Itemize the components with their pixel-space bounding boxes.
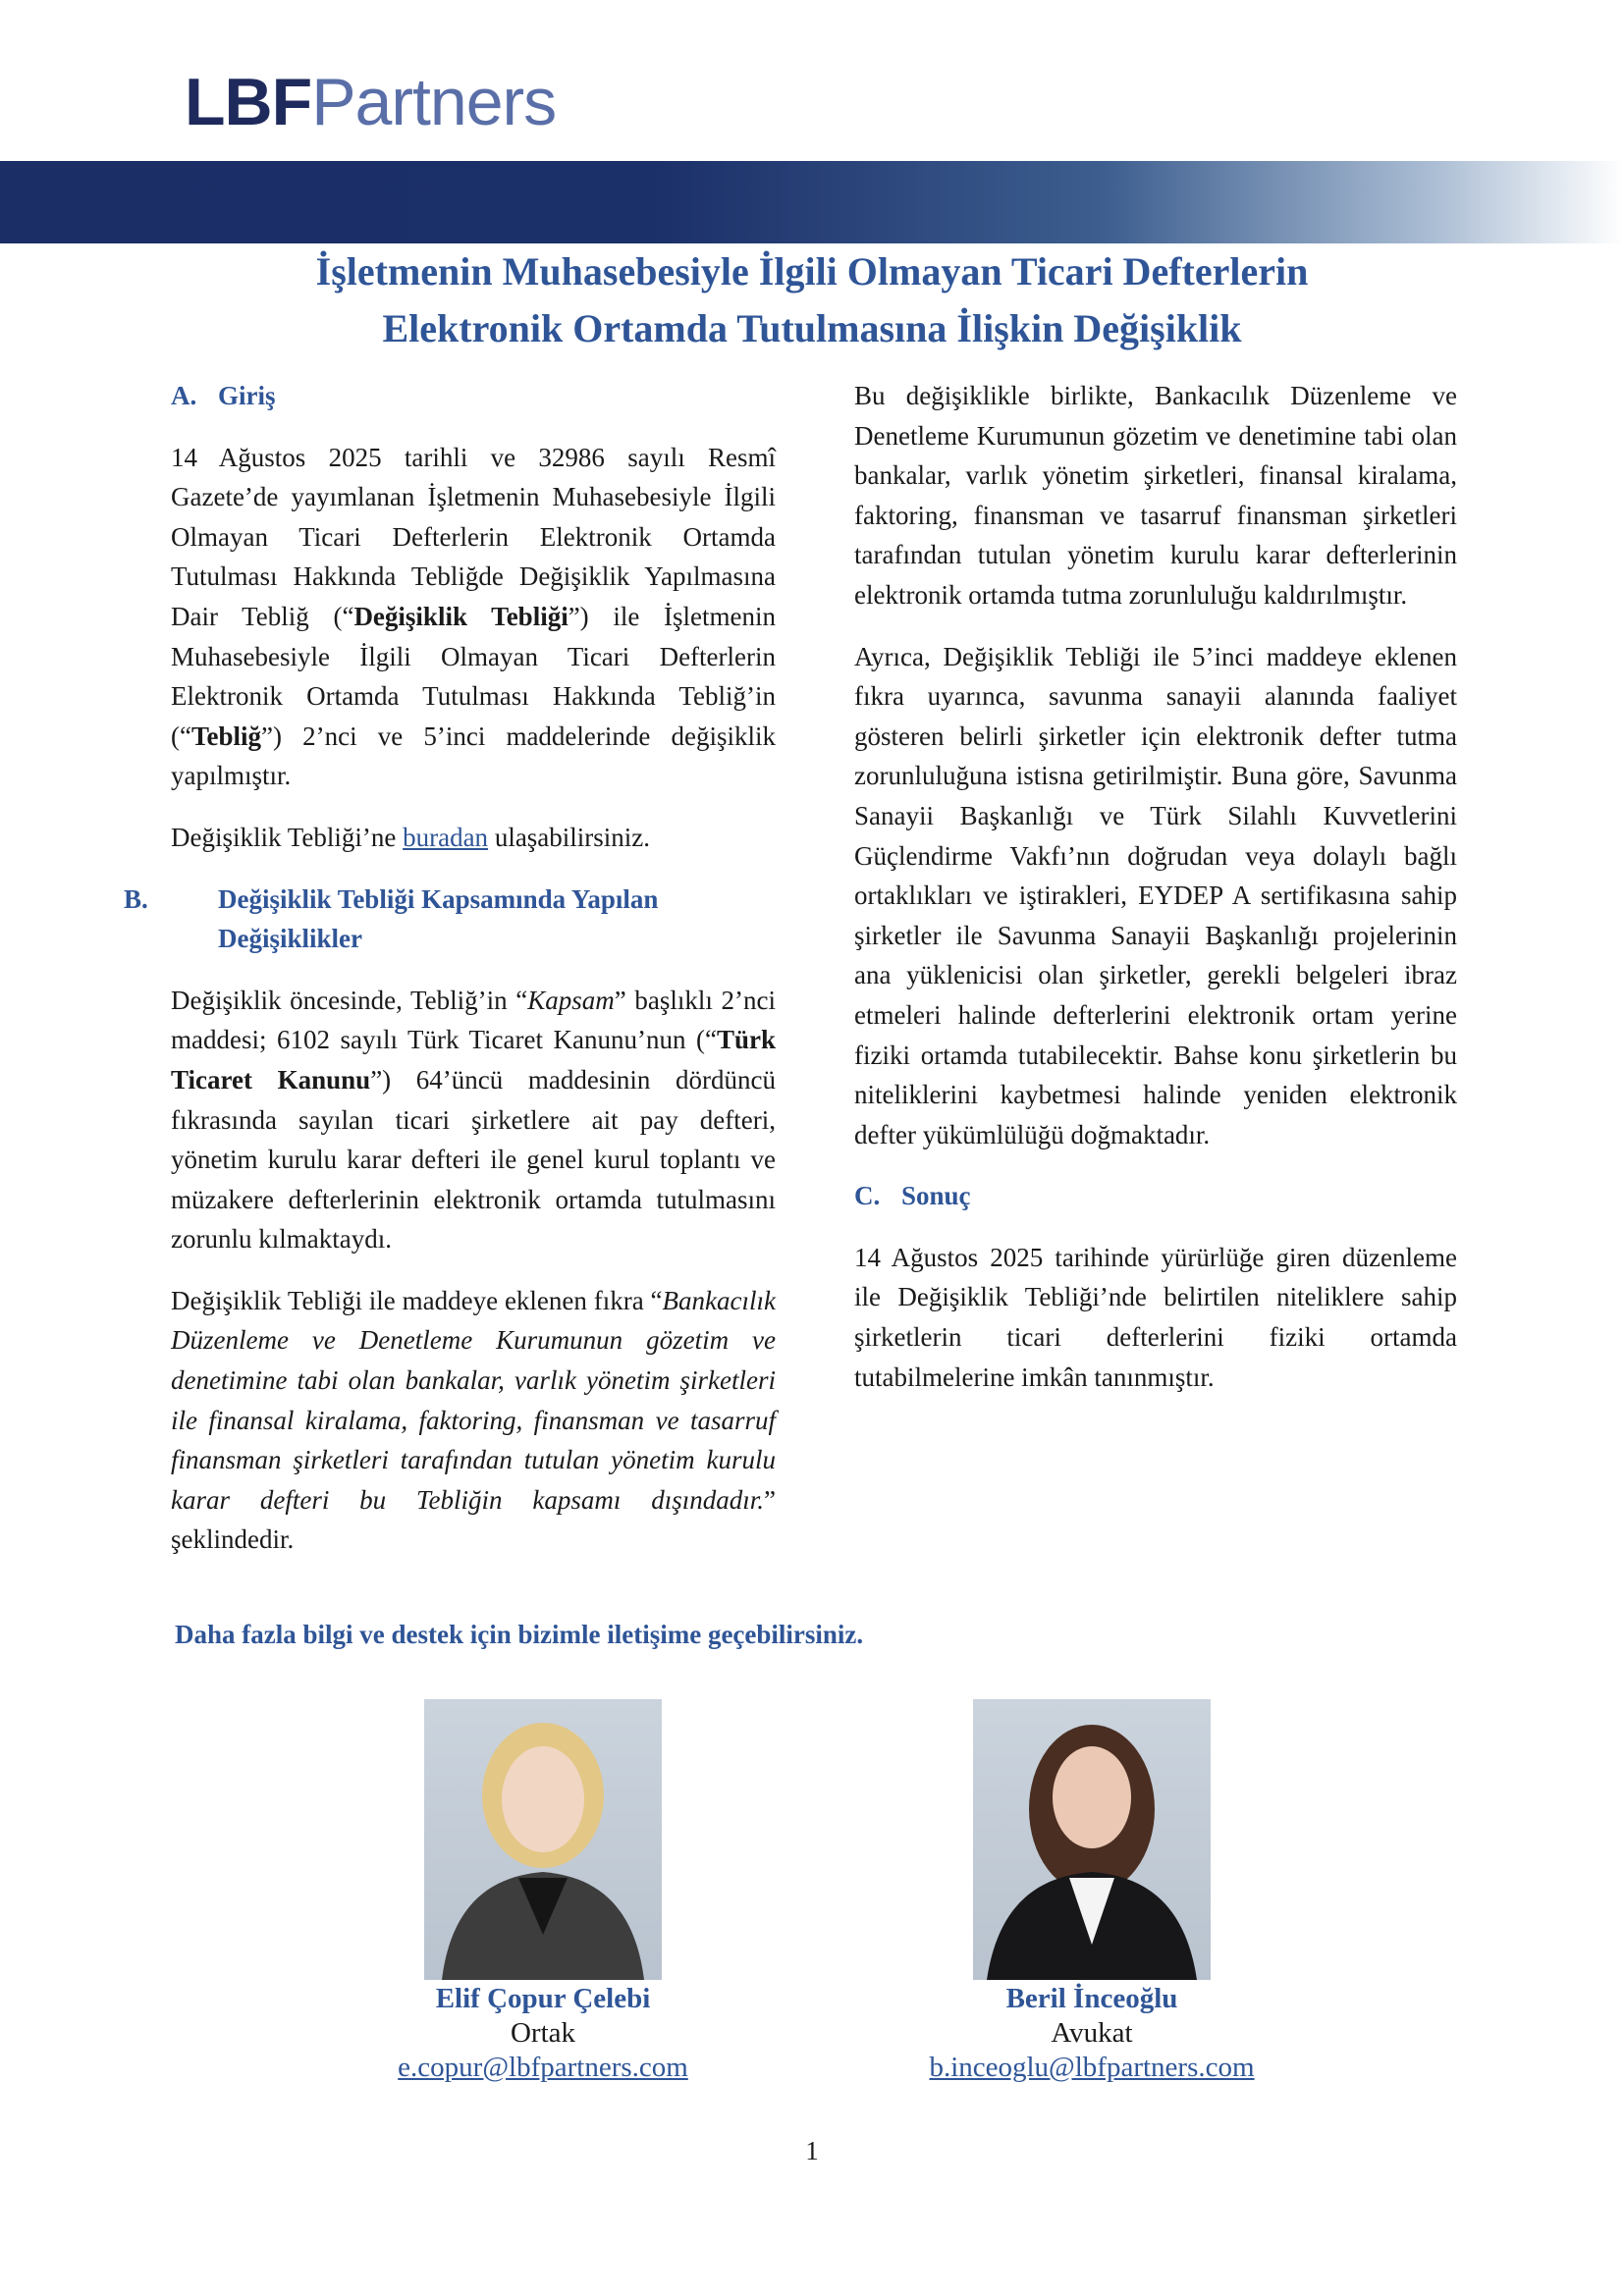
contact-email-link[interactable]: e.copur@lbfpartners.com	[398, 2052, 688, 2083]
section-c-paragraph-1: 14 Ağustos 2025 tarihinde yürürlüğe giren düzenleme ile Değişiklik Tebliği’nde belirtilen niteliklere sahip şirketlerin ticari defterlerini fiziki ortamda tutabilmelerine imkân tanınmıştır.	[854, 1242, 1457, 1392]
section-b-number: B.	[124, 883, 148, 914]
quoted-term: Kapsam	[527, 985, 615, 1015]
section-a-paragraph-2	[171, 818, 776, 858]
person-silhouette-icon	[424, 1699, 662, 1980]
section-a-heading	[171, 376, 776, 416]
portrait-photo	[973, 1699, 1211, 1980]
contact-invitation: Daha fazla bilgi ve destek için bizimle iletişime geçebilirsiniz.	[175, 1620, 864, 1649]
text-span: ” başlıklı 2’nci maddesi; 6102 sayılı Türk Ticaret Kanunu’nun (“	[171, 985, 776, 1055]
text-span: Değişiklik öncesinde, Tebliğ’in “	[171, 985, 528, 1015]
section-b-heading	[124, 880, 776, 959]
text-span: Değişiklik Tebliği ile maddeye eklenen fıkra “	[171, 1285, 663, 1315]
text-span: ulaşabilirsiniz.	[488, 822, 651, 852]
contact-card-1	[337, 1699, 749, 2085]
section-b-paragraph-4: Ayrıca, Değişiklik Tebliği ile 5’inci maddeye eklenen fıkra uyarınca, savunma sanayii alanında faaliyet gösteren belirli şirketler için elektronik defter tutma zorunluluğuna istisna getirilmiştir. Buna göre, Savunma Sanayii Başkanlığı ve Türk Silahlı Kuvvetlerini Güçlendirme Vakfı’nın doğrudan veya dolaylı bağlı ortaklıkları ve iştirakleri, EYDEP A sertifikasına sahip şirketler ile Savunma Sanayii Başkanlığı projelerinin ana yüklenicisi olan şirketler, gerekli belgeleri ibraz etmeleri halinde defterlerini elektronik ortam yerine fiziki ortamda tutabilecektir. Bahse konu şirketlerin bu niteliklerini kaybetmesi halinde yeniden elektronik defter yükümlülüğü doğmaktadır.	[854, 641, 1457, 1149]
defined-term: Tebliğ	[190, 721, 262, 751]
text-span: ” şeklindedir.	[171, 1484, 776, 1555]
header-banner	[0, 161, 1624, 243]
company-logo	[185, 65, 557, 139]
logo-lbf: LBF	[185, 65, 312, 139]
text-span: 14 Ağustos 2025 tarihli ve 32986 sayılı Resmî Gazete’de yayımlanan İşletmenin Muhasebesiyle İlgili Olmayan Ticari Defterlerin Elektronik Ortamda Tutulması Hakkında Tebliğde Değişiklik Yapılmasına Dair Tebliğ (“	[171, 442, 776, 631]
contact-name: Beril İnceoğlu	[1005, 1983, 1178, 2014]
section-a-paragraph-1	[171, 438, 776, 796]
section-a-number: A.	[171, 381, 197, 410]
text-span: Değişiklik Tebliği’ne	[171, 822, 404, 852]
page-number: 1	[805, 2136, 819, 2165]
contact-email-link[interactable]: b.inceoglu@lbfpartners.com	[929, 2052, 1255, 2083]
logo-partners: Partners	[311, 65, 557, 139]
section-c-number: C.	[854, 1181, 881, 1211]
title-line-1: İşletmenin Muhasebesiyle İlgili Olmayan Ticari Defterlerin	[315, 249, 1309, 294]
defined-term: Türk Ticaret Kanunu	[171, 1025, 776, 1095]
section-c-title: Sonuç	[901, 1181, 971, 1211]
text-span: ”) 2’nci ve 5’inci maddelerinde değişiklik yapılmıştır.	[171, 721, 776, 791]
section-a-title: Giriş	[218, 381, 276, 410]
text-span: ”) 64’üncü maddesinin dördüncü fıkrasında sayılan ticari şirketlere ait pay defteri, yönetim kurulu karar defteri ile genel kurul toplantı ve müzakere defterlerinin elektronik ortamda tutulmasını zorunlu kılmaktaydı.	[171, 1064, 777, 1255]
section-c-heading	[854, 1176, 1457, 1216]
contact-role: Avukat	[1051, 2017, 1133, 2049]
section-b-title: Değişiklik Tebliği Kapsamında Yapılan Değişiklikler	[218, 883, 659, 954]
contact-role: Ortak	[510, 2017, 576, 2049]
title-line-2: Elektronik Ortamda Tutulmasına İlişkin Değişiklik	[382, 306, 1242, 350]
right-column	[854, 376, 1457, 1418]
section-b-paragraph-3: Bu değişiklikle birlikte, Bankacılık Düzenleme ve Denetleme Kurumunun gözetim ve denetimine tabi olan bankalar, varlık yönetim şirketleri, finansal kiralama, faktoring, finansman ve tasarruf finansman şirketleri tarafından tutulan yönetim kurulu karar defterlerinin elektronik ortamda tutma zorunluluğu kaldırılmıştır.	[854, 381, 1457, 610]
left-column	[124, 376, 777, 1581]
document-title	[0, 243, 1624, 357]
section-b-paragraph-2	[171, 1281, 776, 1560]
defined-term: Değişiklik Tebliği	[353, 601, 568, 631]
person-silhouette-icon	[973, 1699, 1211, 1980]
quoted-provision: Bankacılık Düzenleme ve Denetleme Kurumunun gözetim ve denetimine tabi olan bankalar, varlık yönetim şirketleri ile finansal kiralama, faktoring, finansman ve tasarruf finansman şirketleri tarafından tutulan yönetim kurulu karar defteri bu Tebliğin kapsamı dışındadır.	[171, 1285, 776, 1515]
portrait-photo	[424, 1699, 662, 1980]
amendment-link[interactable]: buradan	[403, 822, 489, 852]
section-b-paragraph-1	[171, 981, 776, 1259]
contact-name: Elif Çopur Çelebi	[435, 1983, 651, 2014]
contact-card-2	[886, 1699, 1298, 2085]
text-span: ”) ile İşletmenin Muhasebesiyle İlgili Olmayan Ticari Defterlerin Elektronik Ortamda Tutulması Hakkında Tebliğ’in (“	[171, 601, 777, 751]
